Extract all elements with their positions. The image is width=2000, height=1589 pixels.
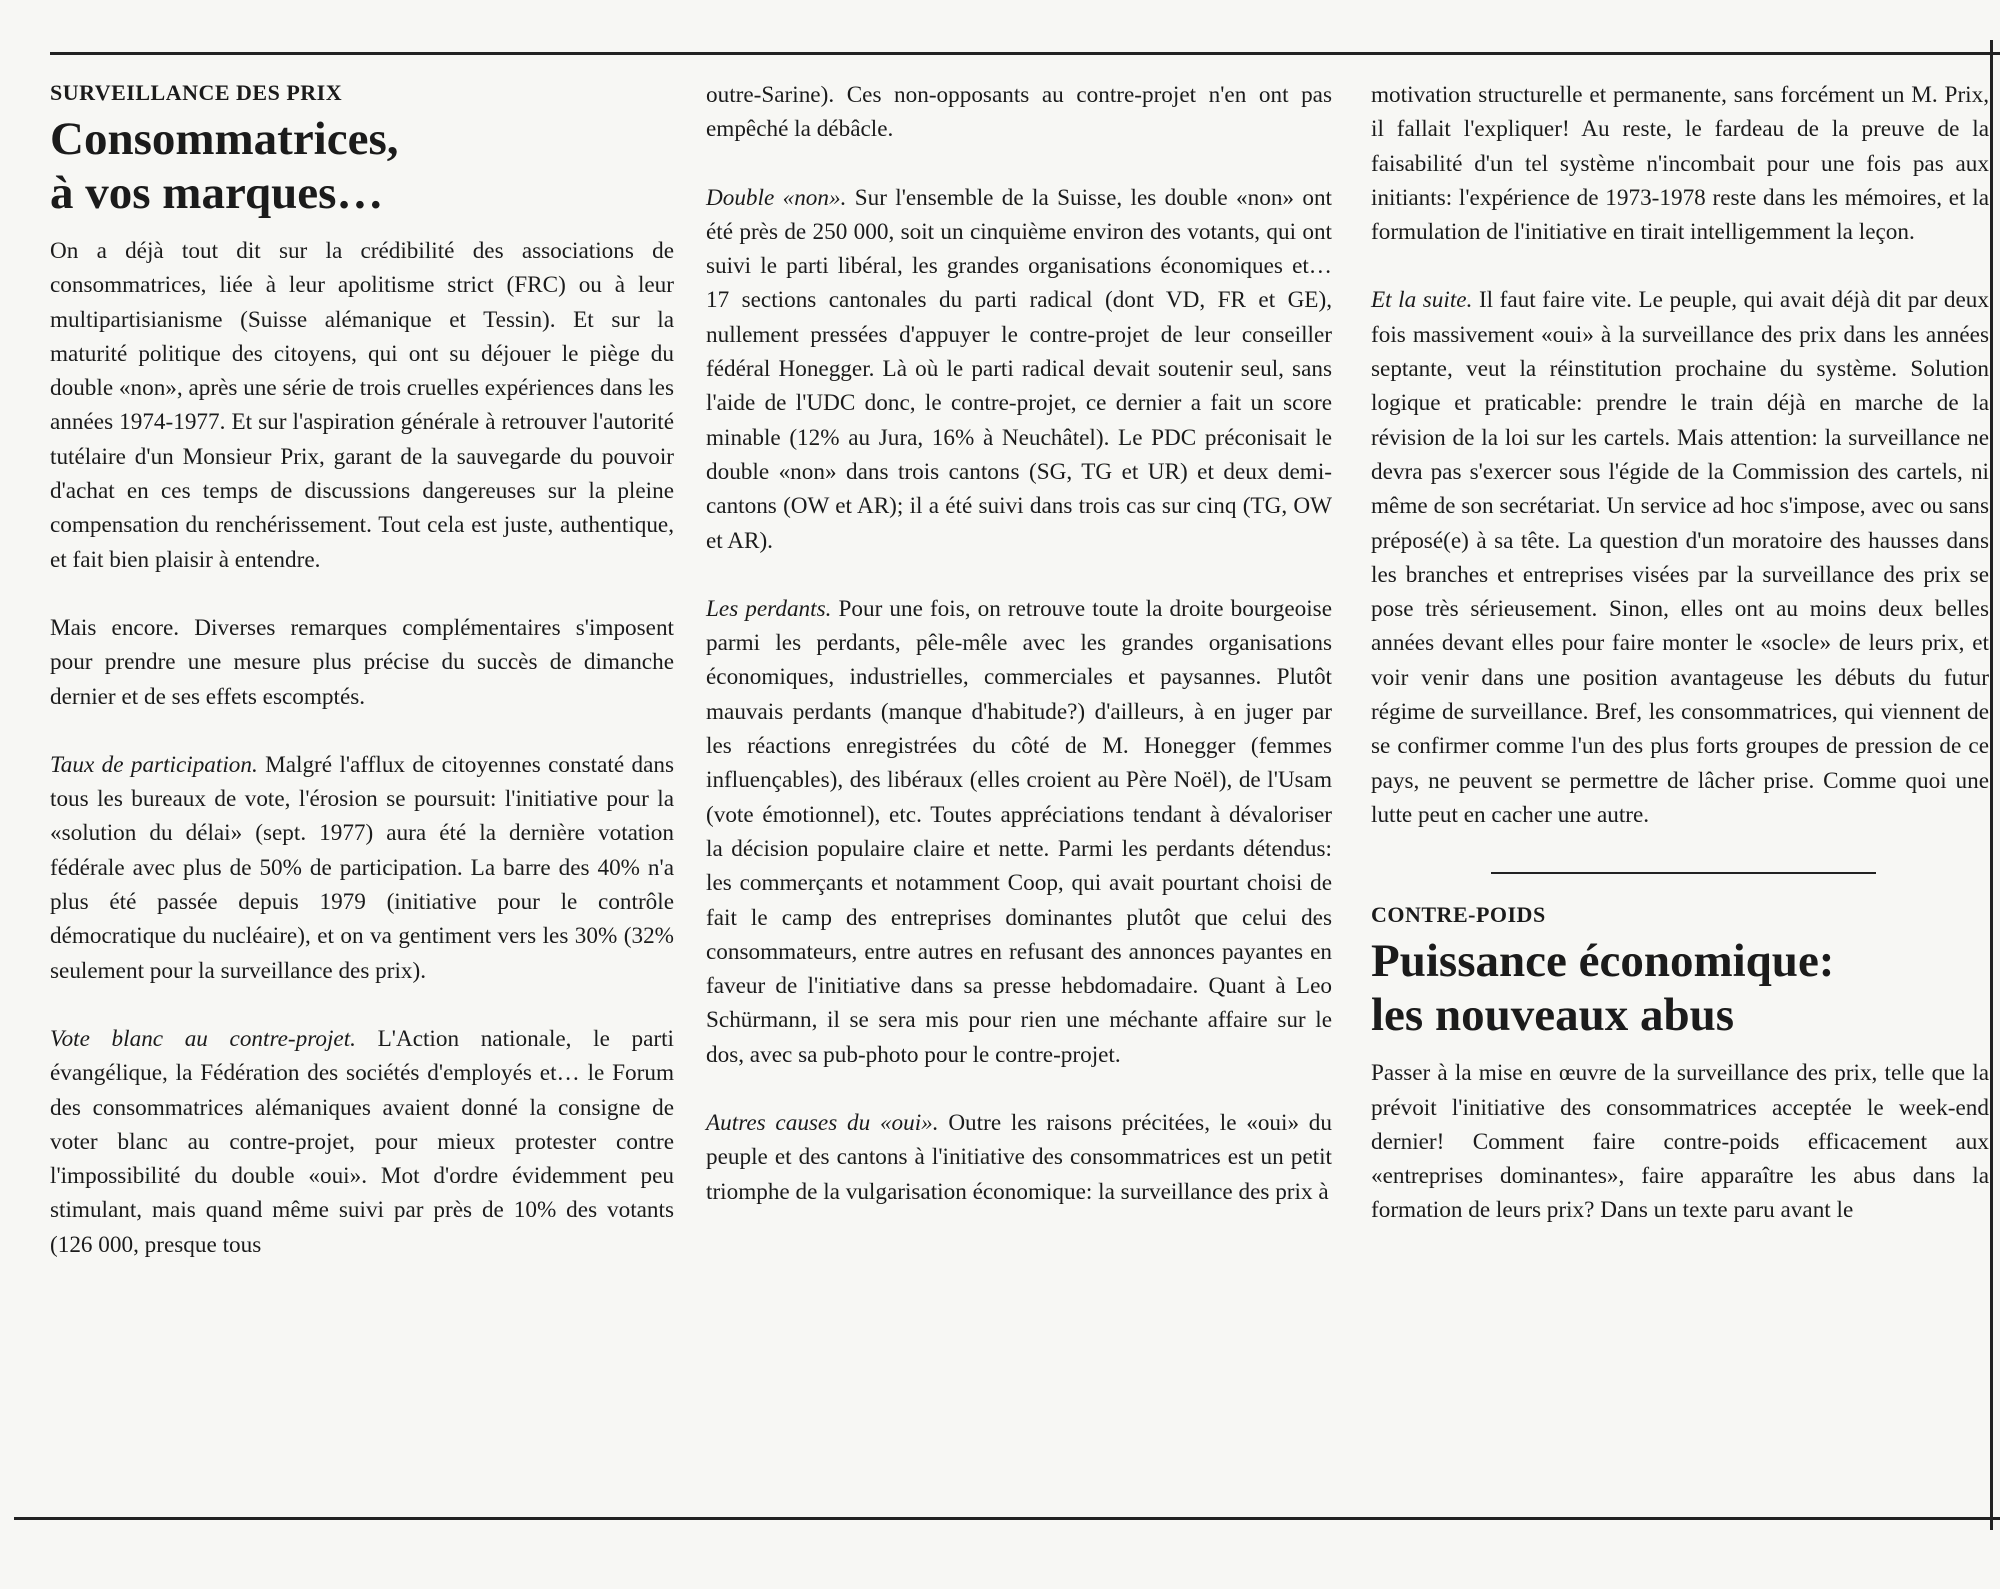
- article1-headline-line2: à vos marques…: [50, 167, 384, 219]
- article1-paragraph-participation: [50, 748, 674, 988]
- article2-paragraph-intro: Passer à la mise en œuvre de la surveillance des prix, telle que la prévoit l'initiative des consommatrices acceptée le week-end dernier! Comment faire contre-poids efficacement aux «entreprises dominantes», faire apparaître les abus dans la formation de leurs prix? Dans un texte paru avant le: [1371, 1060, 1989, 1224]
- right-edge-rule: [1990, 40, 1993, 1530]
- paragraph-lead: Et la suite.: [1371, 287, 1473, 314]
- article1-paragraph-continued: outre-Sarine). Ces non-opposants au contre-projet n'en ont pas empêché la débâcle.: [706, 82, 1332, 143]
- paragraph-text: Malgré l'afflux de citoyennes constaté dans tous les bureaux de vote, l'érosion se poursuit: l'initiative pour la «solution du délai» (sept. 1977) aura été la dernière votation fédérale avec plus de 50% de participation. La barre des 40% n'a plus été passée depuis 1979 (initiative pour le contrôle démocratique du nucléaire), et on va gentiment vers les 30% (32% seulement pour la surveillance des prix).: [50, 751, 674, 984]
- column-3: [1371, 78, 1989, 1262]
- column-2: [706, 78, 1332, 1243]
- paragraph-lead: Les perdants.: [706, 595, 832, 622]
- article1-headline: [50, 112, 674, 220]
- top-rule: [50, 52, 2000, 55]
- article-separator-rule: [1491, 872, 1876, 874]
- paragraph-lead: Double «non».: [706, 184, 847, 211]
- article2-kicker: CONTRE-POIDS: [1371, 902, 1546, 928]
- article1-paragraph-double-non: [706, 181, 1332, 558]
- paragraph-text: L'Action nationale, le parti évangélique, la Fédération des sociétés d'employés et… le Forum des consommatrices alémaniques avaient donné la consigne de voter blanc au contre-projet, pour mieux protester contre l'impossibilité du double «oui». Mot d'ordre évidemment peu stimulant, mais quand même suivi par près de 10% des votants (126 000, presque tous: [50, 1025, 674, 1258]
- bottom-rule: [14, 1517, 2000, 1520]
- paragraph-text: Pour une fois, on retrouve toute la droite bourgeoise parmi les perdants, pêle-mêle avec les grandes organisations économiques, industrielles, commerciales et paysannes. Plutôt mauvais perdants (manque d'habitude?) d'ailleurs, à en juger par les réactions enregistrées du côté de M. Honegger (femmes influençables), des libéraux (elles croient au Père Noël), de l'Usam (vote émotionnel), etc. Toutes appréciations tendant à dévaloriser la décision populaire claire et nette. Parmi les perdants détendus: les commerçants et notamment Coop, qui avait pourtant choisi de fait le camp des entreprises dominantes plutôt que celui des consommateurs, entre autres en refusant des annonces payantes en faveur de l'initiative dans sa presse hebdomadaire. Quant à Leo Schürmann, il se sera mis pour rien une méchante affaire sur le dos, avec sa pub-photo pour le contre-projet.: [706, 595, 1332, 1068]
- article2-headline: [1371, 934, 1989, 1042]
- article1-paragraph-intro: On a déjà tout dit sur la crédibilité des associations de consommatrices, liée à leur apolitisme strict (FRC) ou à leur multipartisianisme (Suisse alémanique et Tessin). Et sur la maturité politique des citoyens, qui ont su déjouer le piège du double «non», après une série de trois cruelles expériences dans les années 1974-1977. Et sur l'aspiration générale à retrouver l'autorité tutélaire d'un Monsieur Prix, garant de la sauvegarde du pouvoir d'achat en ces temps de discussions dangereuses sur la pleine compensation du renchérissement. Tout cela est juste, authentique, et fait bien plaisir à entendre.: [50, 238, 674, 573]
- article1-kicker: SURVEILLANCE DES PRIX: [50, 80, 343, 105]
- column-1: [50, 78, 674, 1296]
- paragraph-lead: Vote blanc au contre-projet.: [50, 1025, 356, 1052]
- article2-headline-line1: Puissance économique:: [1371, 935, 1835, 988]
- article1-paragraph-2: Mais encore. Diverses remarques complémentaires s'imposent pour prendre une mesure plus précise du succès de dimanche dernier et de ses effets escomptés.: [50, 614, 674, 710]
- paragraph-text: Il faut faire vite. Le peuple, qui avait déjà dit par deux fois massivement «oui» à la surveillance des prix dans les années septante, veut la réinstitution prochaine du système. Solution logique et praticable: prendre le train déjà en marche de la révision de la loi sur les cartels. Mais attention: la surveillance ne devra pas s'exercer sous l'égide de la Commission des cartels, ni même de son secrétariat. Un service ad hoc s'impose, avec ou sans préposé(e) à sa tête. La question d'un moratoire des hausses dans les branches et entreprises visées par la surveillance des prix se pose très sérieusement. Sinon, elles ont au moins deux belles années devant elles pour faire monter le «socle» de leurs prix, et voir venir dans une position avantageuse les débuts du futur régime de surveillance. Bref, les consommatrices, qui viennent de se confirmer comme l'un des plus forts groupes de pression de ce pays, ne peuvent se permettre de lâcher prise. Comme quoi une lutte peut en cacher une autre.: [1371, 287, 1989, 828]
- paragraph-lead: Taux de participation.: [50, 751, 258, 778]
- paragraph-lead: Autres causes du «oui».: [706, 1110, 939, 1137]
- article1-paragraph-suite: [1371, 283, 1989, 832]
- article1-paragraph-autres-causes: [706, 1106, 1332, 1209]
- article1-paragraph-continued-2: motivation structurelle et permanente, sans forcément un M. Prix, il fallait l'expliquer! Au reste, le fardeau de la preuve de la faisabilité d'un tel système n'incombait pour une fois pas aux initiants: l'expérience de 1973-1978 reste dans les mémoires, et la formulation de l'initiative en tirait intelligemment la leçon.: [1371, 82, 1989, 246]
- article1-paragraph-perdants: [706, 592, 1332, 1072]
- paragraph-text: Outre les raisons précitées, le «oui» du peuple et des cantons à l'initiative des consommatrices est un petit triomphe de la vulgarisation économique: la surveillance des prix à: [706, 1110, 1332, 1205]
- article2-headline-line2: les nouveaux abus: [1371, 989, 1735, 1042]
- article1-headline-line1: Consommatrices,: [50, 113, 399, 165]
- paragraph-text: Sur l'ensemble de la Suisse, les double «non» ont été près de 250 000, soit un cinquième environ des votants, qui ont suivi le parti libéral, les grandes organisations économiques et… 17 sections cantonales du parti radical (dont VD, FR et GE), nullement pressées d'appuyer le contre-projet de leur conseiller fédéral Honegger. Là où le parti radical devait soutenir seul, sans l'aide de l'UDC donc, le contre-projet, ce dernier a fait un score minable (12% au Jura, 16% à Neuchâtel). Le PDC préconisait le double «non» dans trois cantons (SG, TG et UR) et deux demi-cantons (OW et AR); il a été suivi dans trois cas sur cinq (TG, OW et AR).: [706, 184, 1332, 554]
- article1-paragraph-vote-blanc: [50, 1022, 674, 1262]
